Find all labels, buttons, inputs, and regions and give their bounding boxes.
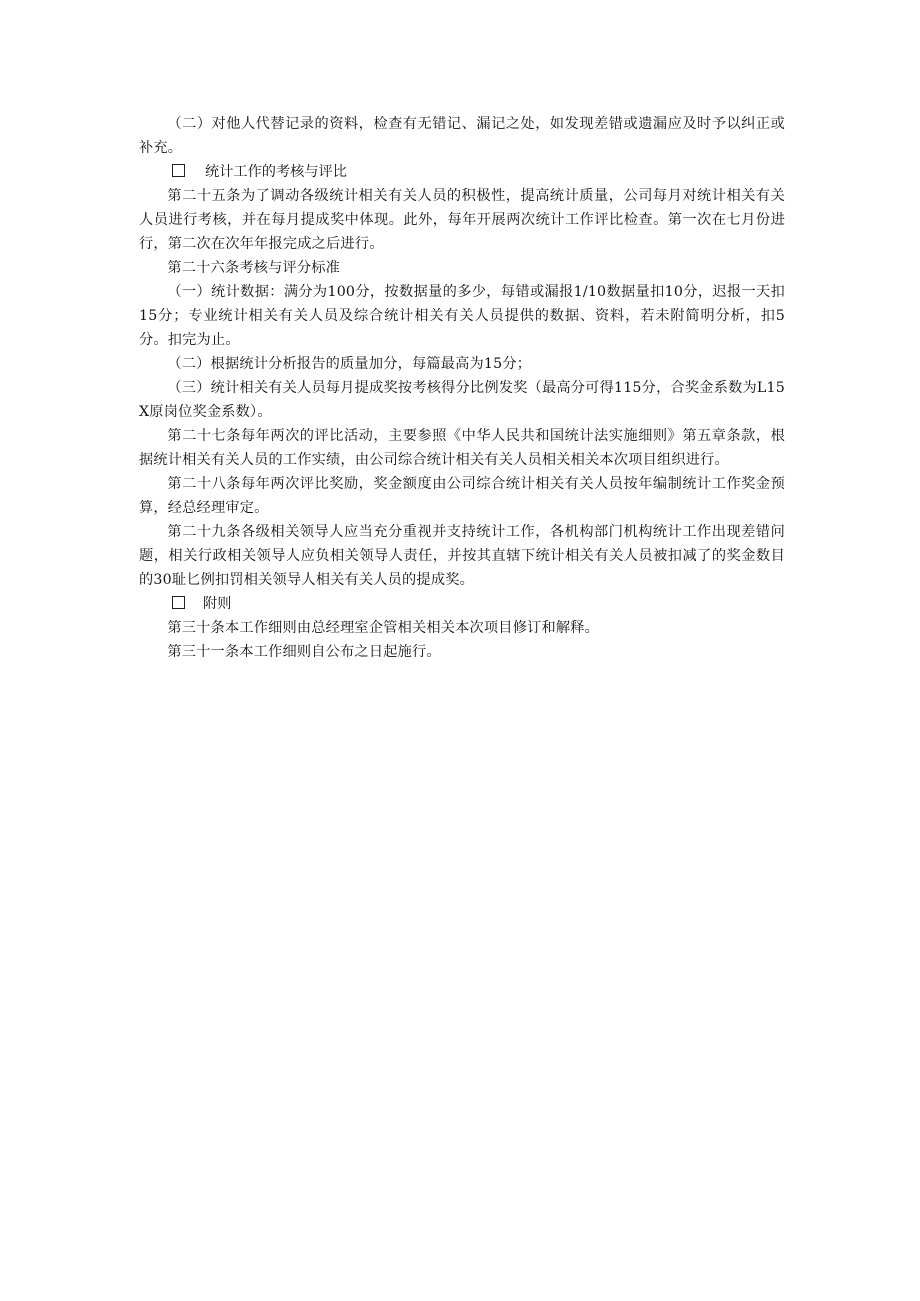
- article-26-item-2: （二）根据统计分析报告的质量加分，每篇最高为15分；: [167, 356, 532, 372]
- document-page: [139, 112, 785, 664]
- section-title: 附则: [203, 596, 232, 612]
- article-28: 第二十八条每年两次评比奖励，奖金额度由公司综合统计相关有关人员按年编制统计工作奖金预算，经总经理审定。: [139, 476, 785, 516]
- article-31: 第三十一条本工作细则自公布之日起施行。: [167, 644, 441, 660]
- section-heading-appendix: [139, 592, 785, 616]
- section-title: 统计工作的考核与评比: [205, 164, 347, 180]
- article-29: 第二十九条各级相关领导人应当充分重视并支持统计工作，各机构部门机构统计工作出现差错问题，相关行政相关领导人应负相关领导人责任，并按其直辖下统计相关有关人员被扣减了的奖金数目的30耻匕例扣罚相关领导人相关有关人员的提成奖。: [139, 524, 785, 588]
- intro-paragraph: （二）对他人代替记录的资料，检查有无错记、漏记之处，如发现差错或遗漏应及时予以纠正或补充。: [139, 116, 785, 156]
- article-30: 第三十条本工作细则由总经理室企管相关相关本次项目修订和解释。: [167, 620, 600, 636]
- article-26-heading: 第二十六条考核与评分标准: [167, 260, 341, 276]
- checkbox-bullet-icon: [172, 596, 185, 609]
- article-26-item-1: （一）统计数据：满分为100分，按数据量的多少，每错或漏报1/10数据量扣10分，迟报一天扣15分；专业统计相关有关人员及综合统计相关有关人员提供的数据、资料，若未附简明分析，扣5分。扣完为止。: [139, 284, 785, 348]
- checkbox-bullet-icon: [172, 164, 185, 177]
- section-heading-evaluation: [139, 160, 785, 184]
- article-25: 第二十五条为了调动各级统计相关有关人员的积极性，提高统计质量，公司每月对统计相关有关人员进行考核，并在每月提成奖中体现。此外，每年开展两次统计工作评比检查。第一次在七月份进行，第二次在次年年报完成之后进行。: [139, 188, 785, 252]
- article-27: 第二十七条每年两次的评比活动，主要参照《中华人民共和国统计法实施细则》第五章条款，根据统计相关有关人员的工作实绩，由公司综合统计相关有关人员相关相关本次项目组织进行。: [139, 428, 785, 468]
- article-26-item-3: （三）统计相关有关人员每月提成奖按考核得分比例发奖（最高分可得115分，合奖金系数为L15X原岗位奖金系数）。: [139, 380, 785, 420]
